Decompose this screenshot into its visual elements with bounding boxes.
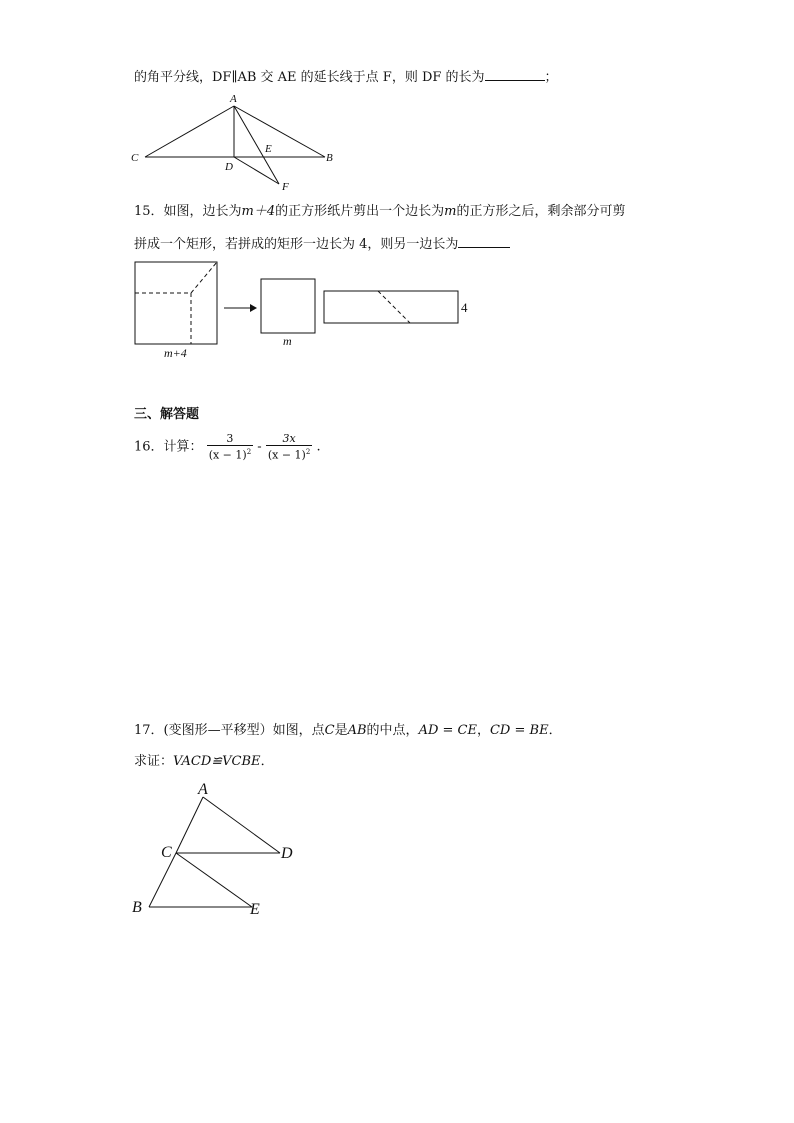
- q17-eq2: CD = BE: [489, 723, 549, 738]
- q14-label-a: A: [230, 93, 237, 105]
- q15-label-big: m+4: [164, 346, 187, 360]
- q16-prefix: 16．计算：: [134, 439, 203, 455]
- q15-expr-m4: m＋4: [241, 204, 276, 219]
- q17-end: ．: [548, 723, 562, 738]
- q14-text-end: ；: [544, 70, 558, 85]
- q17-label-d: D: [281, 845, 293, 862]
- q16-frac2-den: (x − 1): [267, 448, 306, 462]
- q16-frac1-num: 3: [207, 432, 253, 446]
- q16-frac2-num: 3x: [266, 432, 312, 446]
- q15-label-small: m: [283, 334, 292, 348]
- q17-prove-prefix: 求证：: [134, 754, 174, 769]
- q15-label-rect: 4: [461, 300, 468, 315]
- q17-text-b: 是: [334, 723, 348, 738]
- q15-expr-m: m: [444, 204, 457, 219]
- q17-eq1: AD = CE: [418, 723, 477, 738]
- q16-frac1-exp: 2: [246, 448, 252, 456]
- q17-label-b: B: [132, 899, 142, 916]
- q17-label-a: A: [198, 781, 208, 798]
- q15-text-a: 15．如图，边长为: [134, 204, 242, 219]
- q17-ab: AB: [347, 723, 367, 738]
- q16-frac2-exp: 2: [305, 448, 311, 456]
- q17-c: C: [324, 723, 335, 738]
- q14-label-f: F: [282, 181, 289, 193]
- q14-label-c: C: [131, 152, 139, 164]
- q17-label-c: C: [161, 844, 172, 861]
- q15-line2-text: 拼成一个矩形，若拼成的矩形一边长为 4，则另一边长为: [134, 237, 459, 252]
- q17-prove-expr: VACD≌VCBE: [173, 754, 261, 769]
- q16-end: .: [316, 439, 321, 455]
- q14-label-e: E: [265, 143, 272, 155]
- q16-minus: -: [257, 439, 262, 455]
- section-title: 三、解答题: [134, 407, 200, 422]
- q15-text-b: 的正方形纸片剪出一个边长为: [275, 204, 445, 219]
- q15-text-c: 的正方形之后，剩余部分可剪: [456, 204, 626, 219]
- q14-label-b: B: [326, 152, 333, 164]
- q17-prove-end: ．: [260, 754, 274, 769]
- q17-comma: ，: [476, 723, 490, 738]
- q17-text-c: 的中点，: [366, 723, 419, 738]
- q14-label-d: D: [225, 161, 233, 173]
- q14-text-main: 的角平分线，DF∥AB 交 AE 的延长线于点 F，则 DF 的长为: [134, 70, 485, 85]
- q17-text-a: 17．(变图形—平移型）如图，点: [134, 723, 325, 738]
- q17-label-e: E: [250, 901, 260, 918]
- q16-frac1-den: (x − 1): [208, 448, 247, 462]
